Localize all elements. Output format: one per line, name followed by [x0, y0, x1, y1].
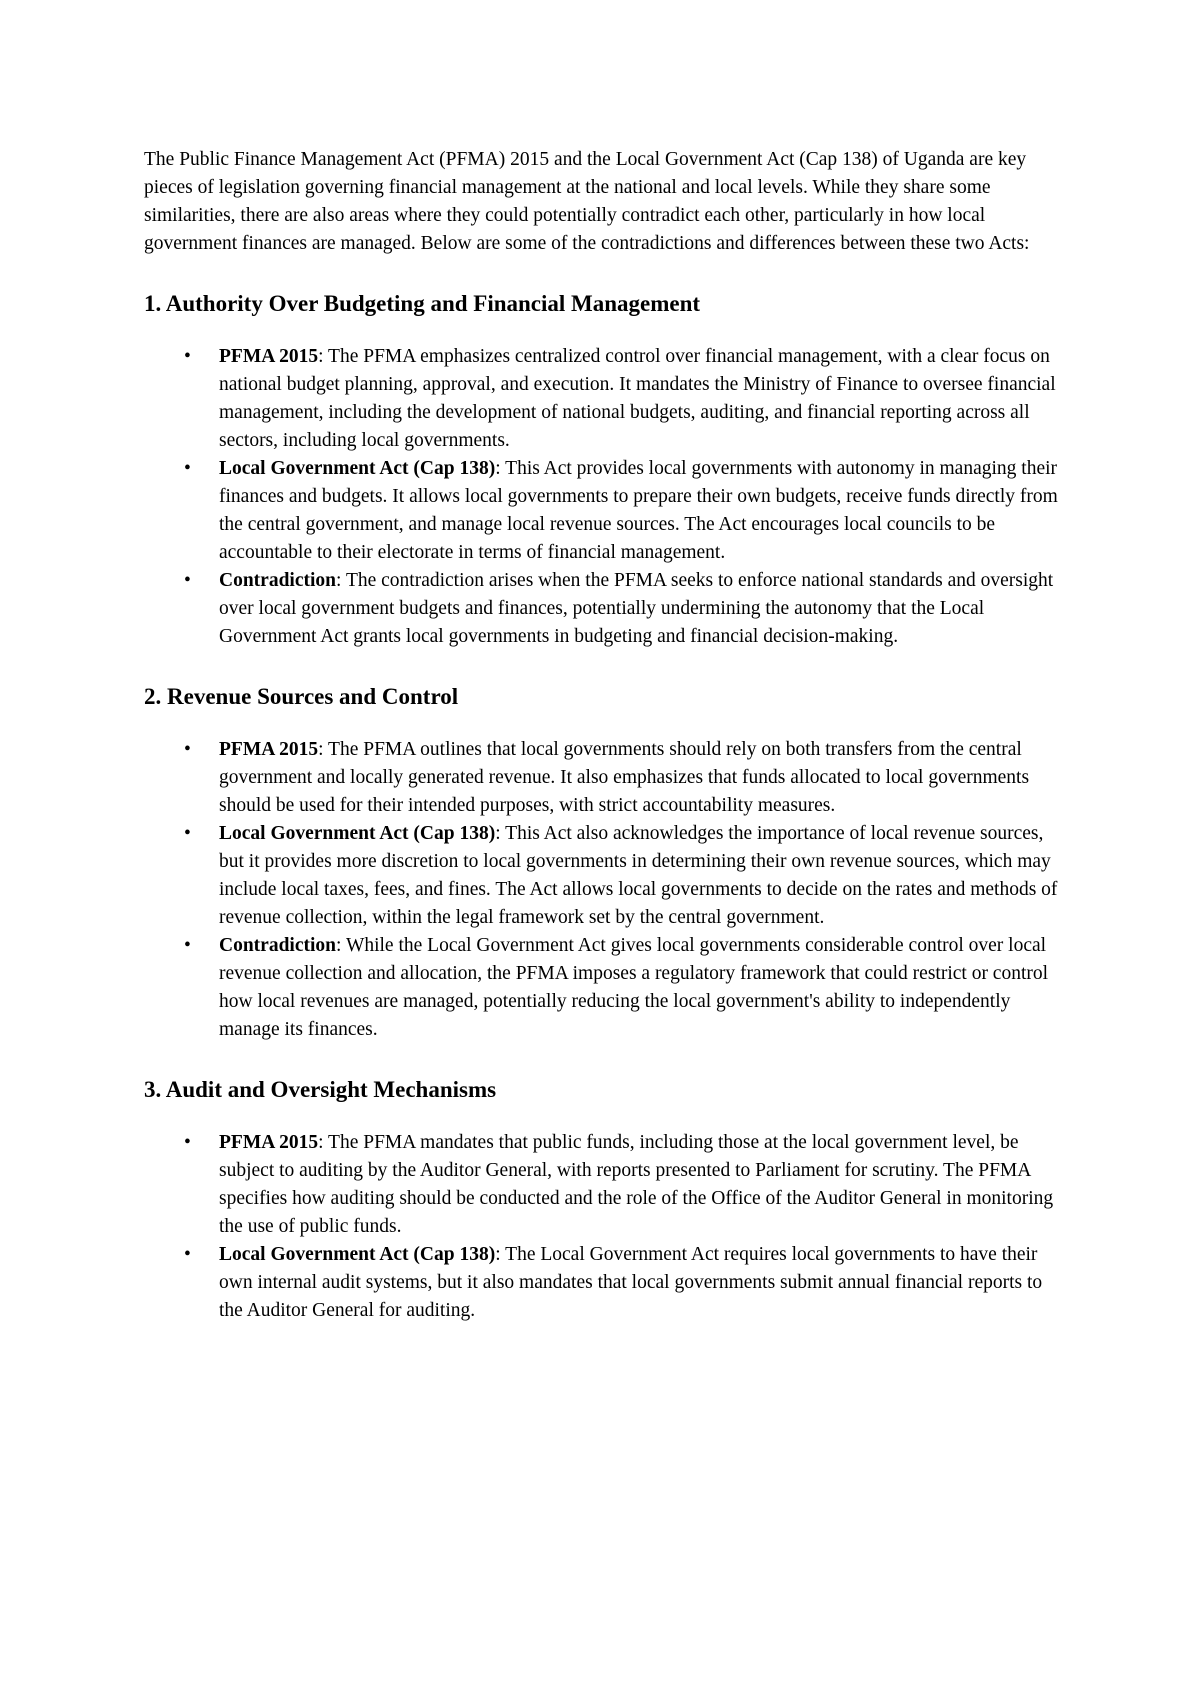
- bullet-list: [144, 343, 1064, 651]
- list-item: [144, 1241, 1064, 1325]
- bullet-icon: •: [184, 570, 191, 591]
- list-item: [144, 820, 1064, 932]
- bullet-icon: •: [184, 935, 191, 956]
- list-item: [144, 736, 1064, 820]
- bullet-label: Contradiction: [219, 570, 336, 591]
- bullet-text: : The PFMA mandates that public funds, including those at the local government level, be subject to auditing by the Auditor General, with reports presented to Parliament for scrutiny. The PFMA specifies how auditing should be conducted and the role of the Office of the Auditor General in monitoring the use of public funds.: [219, 1132, 1054, 1237]
- bullet-icon: •: [184, 1244, 191, 1265]
- bullet-icon: •: [184, 739, 191, 760]
- bullet-icon: •: [184, 1132, 191, 1153]
- document-page: [144, 146, 1064, 1325]
- bullet-text: : The contradiction arises when the PFMA seeks to enforce national standards and oversight over local government budgets and finances, potentially undermining the autonomy that the Local Government Act grants local governments in budgeting and financial decision-making.: [219, 570, 1054, 647]
- list-item: [144, 567, 1064, 651]
- section-heading: 2. Revenue Sources and Control: [144, 684, 459, 709]
- bullet-label: Local Government Act (Cap 138): [219, 1244, 496, 1265]
- list-item: [144, 932, 1064, 1044]
- bullet-icon: •: [184, 346, 191, 367]
- bullet-label: Local Government Act (Cap 138): [219, 823, 496, 844]
- section-heading: 3. Audit and Oversight Mechanisms: [144, 1077, 497, 1102]
- bullet-label: PFMA 2015: [219, 1132, 319, 1153]
- bullet-label: Contradiction: [219, 935, 336, 956]
- intro-paragraph: The Public Finance Management Act (PFMA) 2015 and the Local Government Act (Cap 138) of Uganda are key pieces of legislation governing financial management at the national and local levels. While they share some similarities, there are also areas where they could potentially contradict each other, particularly in how local government finances are managed. Below are some of the contradictions and differences between these two Acts:: [144, 149, 1030, 254]
- bullet-text: : This Act also acknowledges the importance of local revenue sources, but it provides more discretion to local governments in determining their own revenue sources, which may include local taxes, fees, and fines. The Act allows local governments to decide on the rates and methods of revenue collection, within the legal framework set by the central government.: [219, 823, 1058, 928]
- bullet-text: : The PFMA outlines that local governments should rely on both transfers from the central government and locally generated revenue. It also emphasizes that funds allocated to local governments should be used for their intended purposes, with strict accountability measures.: [219, 739, 1030, 816]
- list-item: [144, 1129, 1064, 1241]
- list-item: [144, 455, 1064, 567]
- section-heading: 1. Authority Over Budgeting and Financial Management: [144, 291, 701, 316]
- bullet-text: : While the Local Government Act gives local governments considerable control over local revenue collection and allocation, the PFMA imposes a regulatory framework that could restrict or control how local revenues are managed, potentially reducing the local government's ability to independently manage its finances.: [219, 935, 1049, 1040]
- bullet-icon: •: [184, 458, 191, 479]
- bullet-icon: •: [184, 823, 191, 844]
- bullet-list: [144, 1129, 1064, 1325]
- bullet-label: PFMA 2015: [219, 346, 319, 367]
- bullet-text: : The PFMA emphasizes centralized control over financial management, with a clear focus on national budget planning, approval, and execution. It mandates the Ministry of Finance to oversee financial management, including the development of national budgets, auditing, and financial reporting across all sectors, including local governments.: [219, 346, 1056, 451]
- bullet-text: : The Local Government Act requires local governments to have their own internal audit systems, but it also mandates that local governments submit annual financial reports to the Auditor General for auditing.: [219, 1244, 1043, 1321]
- bullet-text: : This Act provides local governments with autonomy in managing their finances and budgets. It allows local governments to prepare their own budgets, receive funds directly from the central government, and manage local revenue sources. The Act encourages local councils to be accountable to their electorate in terms of financial management.: [219, 458, 1058, 563]
- list-item: [144, 343, 1064, 455]
- bullet-label: Local Government Act (Cap 138): [219, 458, 496, 479]
- bullet-label: PFMA 2015: [219, 739, 319, 760]
- bullet-list: [144, 736, 1064, 1044]
